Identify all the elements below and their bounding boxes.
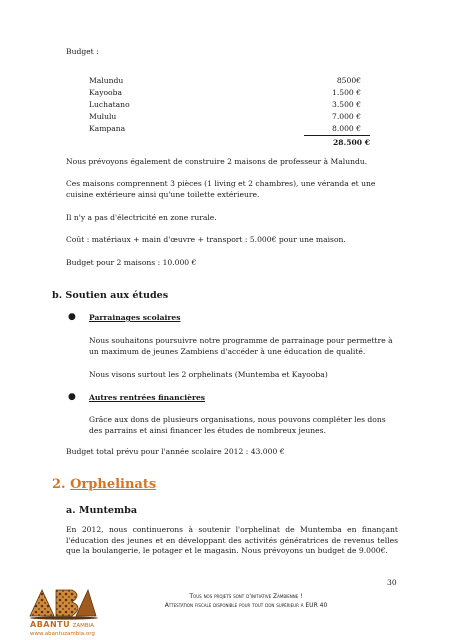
section-name: Orphelinats [70, 477, 157, 492]
budget-row-name: Kampana [89, 124, 126, 133]
logo-name-main: ABANTU [30, 620, 71, 629]
budget-row-amount: 3.500 € [332, 100, 361, 109]
paragraph: Budget total prévu pour l'année scolaire 2012 : 43.000 € [66, 447, 285, 456]
section-title [52, 477, 157, 492]
budget-row-name: Malundu [89, 76, 124, 85]
paragraph: Il n'y a pas d'électricité en zone rurale. [66, 213, 217, 222]
paragraph: Grâce aux dons de plusieurs organisations, nous pouvons compléter les dons des parrains et ainsi financer les études de nombreux jeunes. [89, 415, 386, 435]
budget-row-name: Kayooba [89, 88, 123, 97]
paragraph: Ces maisons comprennent 3 pièces (1 living et 2 chambres), une véranda et une cuisine extérieure ainsi qu'une toilette extérieure. [66, 179, 376, 199]
budget-total: 28.500 € [333, 138, 370, 147]
paragraph: Nous souhaitons poursuivre notre programme de parrainage pour permettre à un maximum de jeunes Zambiens d'accéder à une éducation de qualité. [89, 336, 393, 356]
budget-row-name: Mululu [89, 112, 117, 121]
bullet-icon: ● [68, 392, 76, 402]
budget-label: Budget : [66, 47, 99, 56]
paragraph: Coût : matériaux + main d'œuvre + transport : 5.000€ pour une maison. [66, 235, 346, 244]
page-number: 30 [387, 578, 397, 587]
paragraph: Nous visons surtout les 2 orphelinats (Muntemba et Kayooba) [89, 370, 328, 379]
paragraph: Nous prévoyons également de construire 2 maisons de professeur à Malundu. [66, 157, 368, 166]
budget-row-amount: 1.500 € [332, 88, 361, 97]
budget-row-amount: 8.000 € [332, 124, 361, 133]
paragraph: Budget pour 2 maisons : 10.000 € [66, 258, 197, 267]
section-heading: b. Soutien aux études [52, 290, 169, 301]
logo-graphic-icon [28, 586, 98, 620]
bullet-icon: ● [68, 312, 76, 322]
logo-url: www.abantuzambia.org [30, 631, 95, 637]
section-number: 2. [52, 477, 66, 492]
total-rule [304, 135, 370, 136]
budget-row-amount: 7.000 € [332, 112, 361, 121]
logo-name-suffix: ZAMBIA [72, 623, 94, 629]
budget-row-amount: 8500€ [336, 76, 361, 85]
budget-row-name: Luchatano [89, 100, 130, 109]
bullet-title: Autres rentrées financières [89, 393, 206, 402]
subsection-heading: a. Muntemba [66, 505, 138, 516]
paragraph: En 2012, nous continuerons à soutenir l'orphelinat de Muntemba en finançant l'éducation des jeunes et en développant des activités génératrices de revenus telles que la boulangerie, le potager et le magasin. Nous prévoyons un budget de 9.000€. [66, 525, 398, 555]
abantu-logo [28, 586, 98, 637]
footer-line: Tous nos projets sont d'initiative Zambienne ! [189, 593, 303, 600]
footer-line: Attestation fiscale disponible pour tout don supérieur à EUR 40 [164, 602, 328, 609]
bullet-title: Parrainages scolaires [89, 313, 181, 322]
